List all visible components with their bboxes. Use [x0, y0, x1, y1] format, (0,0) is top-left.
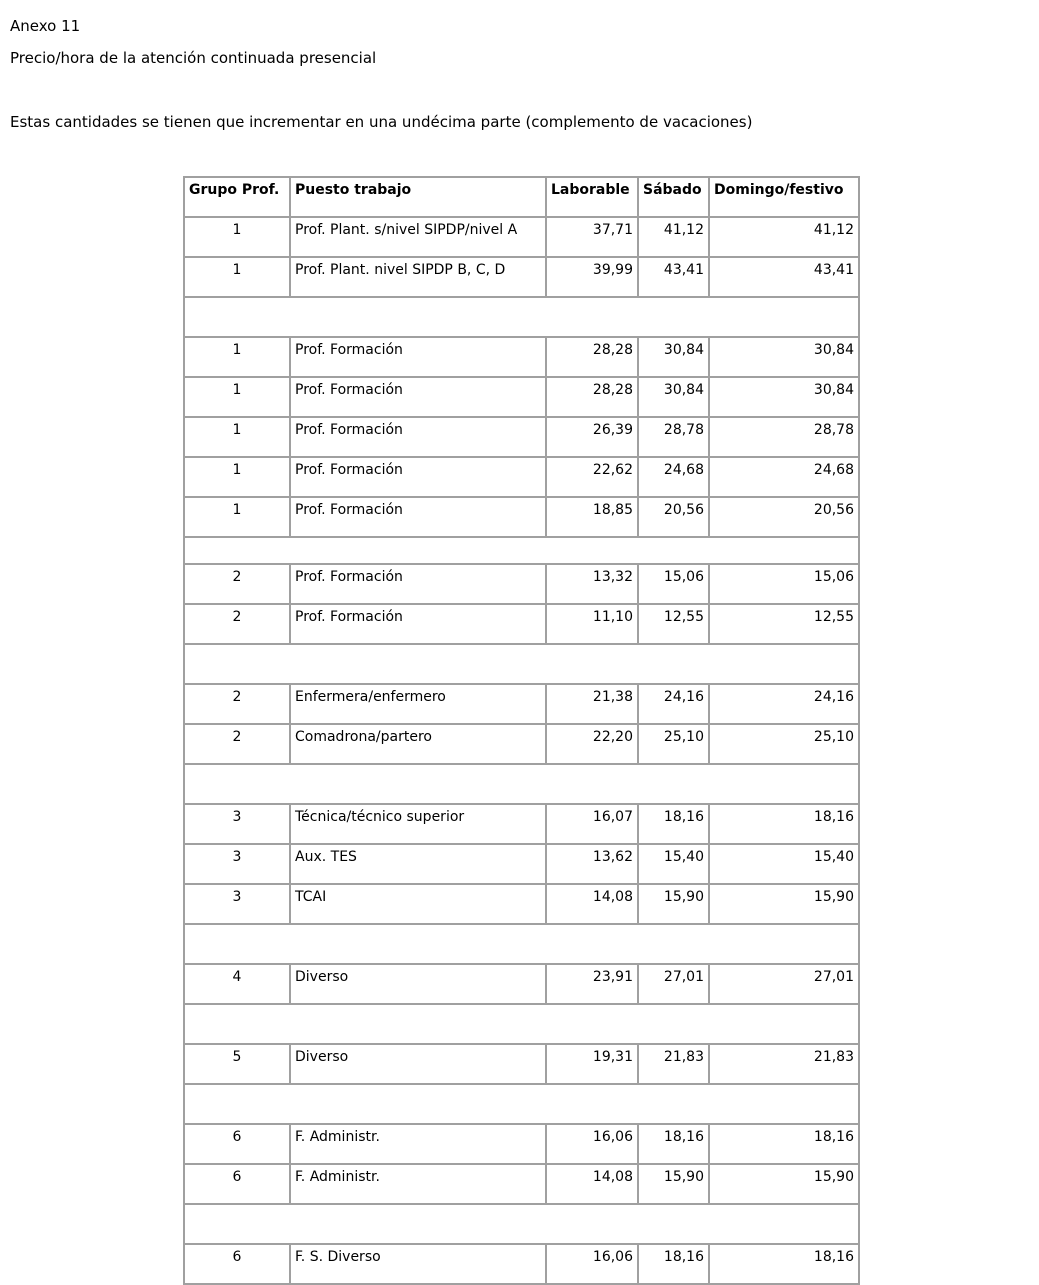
cell-laborable: 13,32: [547, 565, 639, 605]
cell-domingo: 24,16: [710, 685, 860, 725]
cell-puesto: Técnica/técnico superior: [291, 805, 547, 845]
cell-puesto: Prof. Plant. s/nivel SIPDP/nivel A: [291, 218, 547, 258]
cell-grupo: 1: [185, 498, 291, 538]
table-separator-row: [185, 298, 860, 338]
table-row: [185, 565, 860, 605]
cell-sabado: 15,06: [639, 565, 710, 605]
cell-domingo: 18,16: [710, 1125, 860, 1165]
cell-sabado: 18,16: [639, 1245, 710, 1285]
cell-puesto: Enfermera/enfermero: [291, 685, 547, 725]
cell-puesto: Diverso: [291, 965, 547, 1005]
cell-laborable: 23,91: [547, 965, 639, 1005]
header-domingo: Domingo/festivo: [710, 178, 860, 218]
cell-puesto: Aux. TES: [291, 845, 547, 885]
table-row: [185, 258, 860, 298]
vacation-note: Estas cantidades se tienen que incrementar en una undécima parte (complemento de vacaciones): [10, 113, 753, 131]
cell-laborable: 11,10: [547, 605, 639, 645]
cell-laborable: 37,71: [547, 218, 639, 258]
table-row: [185, 378, 860, 418]
cell-puesto: Comadrona/partero: [291, 725, 547, 765]
cell-laborable: 28,28: [547, 338, 639, 378]
cell-laborable: 13,62: [547, 845, 639, 885]
cell-grupo: 4: [185, 965, 291, 1005]
cell-grupo: 3: [185, 885, 291, 925]
page-subtitle: Precio/hora de la atención continuada presencial: [10, 49, 377, 67]
cell-sabado: 18,16: [639, 1125, 710, 1165]
cell-puesto: Prof. Formación: [291, 458, 547, 498]
cell-domingo: 15,40: [710, 845, 860, 885]
cell-laborable: 22,62: [547, 458, 639, 498]
cell-laborable: 16,06: [547, 1245, 639, 1285]
cell-domingo: 15,90: [710, 885, 860, 925]
cell-grupo: 1: [185, 258, 291, 298]
separator-cell: [185, 765, 860, 805]
separator-cell: [185, 1005, 860, 1045]
separator-cell: [185, 298, 860, 338]
cell-sabado: 15,40: [639, 845, 710, 885]
cell-grupo: 1: [185, 418, 291, 458]
cell-grupo: 1: [185, 458, 291, 498]
cell-sabado: 43,41: [639, 258, 710, 298]
header-laborable: Laborable: [547, 178, 639, 218]
cell-puesto: Diverso: [291, 1045, 547, 1085]
table-row: [185, 965, 860, 1005]
cell-grupo: 6: [185, 1245, 291, 1285]
cell-domingo: 20,56: [710, 498, 860, 538]
cell-domingo: 18,16: [710, 805, 860, 845]
cell-laborable: 14,08: [547, 885, 639, 925]
table-separator-row: [185, 1085, 860, 1125]
cell-puesto: Prof. Plant. nivel SIPDP B, C, D: [291, 258, 547, 298]
separator-cell: [185, 1205, 860, 1245]
cell-domingo: 21,83: [710, 1045, 860, 1085]
page-title: Anexo 11: [10, 17, 81, 35]
header-grupo: Grupo Prof.: [185, 178, 291, 218]
table-row: [185, 1045, 860, 1085]
cell-domingo: 30,84: [710, 378, 860, 418]
cell-domingo: 27,01: [710, 965, 860, 1005]
cell-grupo: 1: [185, 378, 291, 418]
cell-sabado: 20,56: [639, 498, 710, 538]
cell-puesto: Prof. Formación: [291, 498, 547, 538]
cell-sabado: 21,83: [639, 1045, 710, 1085]
cell-domingo: 41,12: [710, 218, 860, 258]
table-row: [185, 685, 860, 725]
cell-domingo: 12,55: [710, 605, 860, 645]
table-header-row: [185, 178, 860, 218]
cell-laborable: 26,39: [547, 418, 639, 458]
cell-domingo: 18,16: [710, 1245, 860, 1285]
table-row: [185, 458, 860, 498]
table-separator-row: [185, 765, 860, 805]
table-row: [185, 498, 860, 538]
table-row: [185, 605, 860, 645]
cell-grupo: 1: [185, 218, 291, 258]
cell-puesto: F. S. Diverso: [291, 1245, 547, 1285]
cell-sabado: 18,16: [639, 805, 710, 845]
cell-domingo: 25,10: [710, 725, 860, 765]
cell-puesto: Prof. Formación: [291, 565, 547, 605]
cell-laborable: 22,20: [547, 725, 639, 765]
cell-domingo: 24,68: [710, 458, 860, 498]
cell-laborable: 39,99: [547, 258, 639, 298]
cell-puesto: F. Administr.: [291, 1125, 547, 1165]
cell-puesto: Prof. Formación: [291, 418, 547, 458]
cell-laborable: 16,07: [547, 805, 639, 845]
cell-sabado: 15,90: [639, 885, 710, 925]
cell-sabado: 25,10: [639, 725, 710, 765]
separator-cell: [185, 538, 860, 565]
cell-sabado: 24,68: [639, 458, 710, 498]
cell-sabado: 27,01: [639, 965, 710, 1005]
cell-domingo: 43,41: [710, 258, 860, 298]
cell-sabado: 15,90: [639, 1165, 710, 1205]
table-separator-row: [185, 645, 860, 685]
cell-domingo: 15,90: [710, 1165, 860, 1205]
cell-domingo: 30,84: [710, 338, 860, 378]
table-row: [185, 418, 860, 458]
cell-grupo: 6: [185, 1165, 291, 1205]
cell-domingo: 15,06: [710, 565, 860, 605]
cell-puesto: Prof. Formación: [291, 378, 547, 418]
table-separator-row: [185, 1005, 860, 1045]
cell-puesto: Prof. Formación: [291, 338, 547, 378]
separator-cell: [185, 925, 860, 965]
cell-sabado: 24,16: [639, 685, 710, 725]
cell-grupo: 5: [185, 1045, 291, 1085]
cell-sabado: 41,12: [639, 218, 710, 258]
cell-laborable: 21,38: [547, 685, 639, 725]
cell-domingo: 28,78: [710, 418, 860, 458]
cell-puesto: TCAI: [291, 885, 547, 925]
cell-grupo: 2: [185, 605, 291, 645]
cell-laborable: 28,28: [547, 378, 639, 418]
price-table: [183, 176, 860, 1285]
table-row: [185, 338, 860, 378]
table-row: [185, 1125, 860, 1165]
cell-grupo: 2: [185, 725, 291, 765]
table-body: [185, 218, 860, 1285]
cell-grupo: 3: [185, 845, 291, 885]
separator-cell: [185, 645, 860, 685]
separator-cell: [185, 1085, 860, 1125]
cell-grupo: 3: [185, 805, 291, 845]
table-separator-row: [185, 538, 860, 565]
cell-laborable: 14,08: [547, 1165, 639, 1205]
cell-grupo: 1: [185, 338, 291, 378]
cell-puesto: Prof. Formación: [291, 605, 547, 645]
cell-grupo: 2: [185, 565, 291, 605]
cell-grupo: 6: [185, 1125, 291, 1165]
cell-laborable: 16,06: [547, 1125, 639, 1165]
table-row: [185, 1165, 860, 1205]
cell-sabado: 28,78: [639, 418, 710, 458]
table-row: [185, 885, 860, 925]
cell-sabado: 30,84: [639, 338, 710, 378]
cell-puesto: F. Administr.: [291, 1165, 547, 1205]
table-separator-row: [185, 925, 860, 965]
table-separator-row: [185, 1205, 860, 1245]
table-row: [185, 805, 860, 845]
cell-sabado: 30,84: [639, 378, 710, 418]
table-row: [185, 218, 860, 258]
table-row: [185, 725, 860, 765]
cell-sabado: 12,55: [639, 605, 710, 645]
header-sabado: Sábado: [639, 178, 710, 218]
table-row: [185, 1245, 860, 1285]
header-puesto: Puesto trabajo: [291, 178, 547, 218]
table-row: [185, 845, 860, 885]
cell-laborable: 18,85: [547, 498, 639, 538]
cell-laborable: 19,31: [547, 1045, 639, 1085]
cell-grupo: 2: [185, 685, 291, 725]
